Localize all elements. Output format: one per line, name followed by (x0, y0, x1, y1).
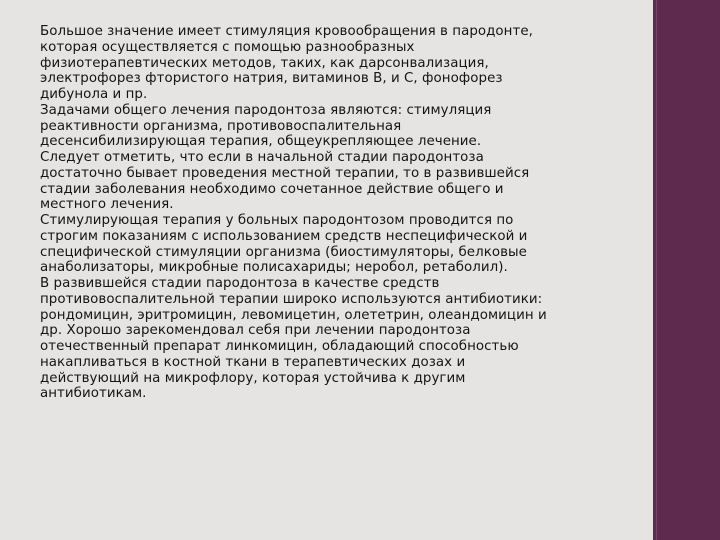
text-line: дибунола и пр. (40, 87, 148, 102)
text-line: Следует отметить, что если в начальной стадии пародонтоза (40, 150, 484, 165)
text-line: достаточно бывает проведения местной терапии, то в развившейся (40, 165, 530, 181)
accent-stripe (656, 0, 657, 540)
text-line: рондомицин, эритромицин, левомицетин, олететрин, олеандомицин и (40, 307, 547, 323)
paragraph-stimulating-therapy (40, 213, 638, 276)
paragraph-general-treatment (40, 103, 638, 213)
text-line: реактивности организма, противовоспалительная (40, 118, 402, 134)
text-line: противовоспалительной терапии широко используются антибиотики: (40, 291, 543, 307)
text-line: действующий на микрофлору, которая устойчива к другим (40, 370, 466, 386)
text-line: местного лечения. (40, 197, 174, 213)
text-line: специфической стимуляции организма (биостимуляторы, белковые (40, 244, 527, 260)
text-line: антибиотикам. (40, 386, 147, 402)
text-line: стадии заболевания необходимо сочетанное действие общего и (40, 181, 504, 197)
text-line: отечественный препарат линкомицин, обладающий способностью (40, 339, 519, 354)
text-line: строгим показаниям с использованием средств неспецифической и (40, 228, 528, 244)
text-line: др. Хорошо зарекомендовал себя при лечении пародонтоза (40, 323, 471, 339)
paragraph-circulation-stimulation (40, 24, 638, 103)
text-line: Стимулирующая терапия у больных пародонтозом проводится по (40, 213, 514, 228)
accent-sidebar (653, 0, 720, 540)
text-line: Задачами общего лечения пародонтоза являются: стимуляция (40, 102, 492, 118)
text-line: десенсибилизирующая терапия, общеукрепляющее лечение. (40, 134, 482, 150)
text-line: которая осуществляется с помощью разнообразных (40, 39, 415, 55)
text-line: анаболизаторы, микробные полисахариды; неробол, ретаболил). (40, 260, 508, 276)
paragraph-antibiotics (40, 276, 638, 402)
body-text (40, 24, 638, 402)
text-line: Большое значение имеет стимуляция кровообращения в пародонте, (40, 24, 533, 39)
text-line: В развившейся стадии пародонтоза в качестве средств (40, 276, 440, 291)
text-line: электрофорез фтористого натрия, витаминов В, и С, фонофорез (40, 71, 503, 87)
text-line: накапливаться в костной ткани в терапевтических дозах и (40, 354, 466, 370)
text-line: физиотерапевтических методов, таких, как дарсонвализация, (40, 55, 489, 71)
